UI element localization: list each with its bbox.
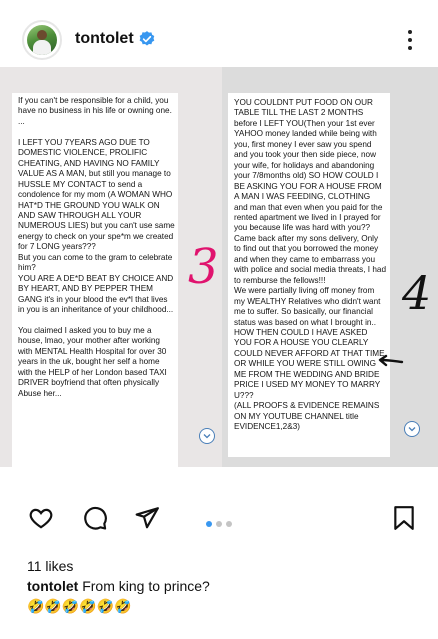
svg-text:3: 3 bbox=[188, 239, 219, 289]
caption-text: From king to prince? bbox=[82, 578, 210, 594]
comment-icon[interactable] bbox=[82, 505, 108, 531]
heart-icon[interactable] bbox=[28, 505, 54, 531]
carousel-dot bbox=[226, 521, 232, 527]
caption-username[interactable]: tontolet bbox=[27, 578, 79, 594]
verified-badge-icon bbox=[138, 30, 156, 48]
bookmark-icon[interactable] bbox=[392, 505, 416, 531]
send-icon[interactable] bbox=[134, 505, 160, 531]
carousel-indicator bbox=[206, 521, 242, 529]
post-image bbox=[0, 67, 438, 467]
svg-text:4: 4 bbox=[402, 266, 432, 317]
avatar-image bbox=[27, 25, 57, 55]
message-text-right: YOU COULDNT PUT FOOD ON OUR TABLE TILL THE LAST 2 MONTHS before I LEFT YOU(Then your 1st ever YAHOO money landed while being with you, first money I ever saw you spend and you took your then side piece, now your wife, for holidays and abandoning your 7/8months old) SO HOW COULD I BE ASKING YOU FOR A HOUSE FROM A MAN I WAS FEEDING, CLOTHING and man that even when you paid for the rented apartment we lived in I prayed for you because life was hard with you?? Came back after my sons delivery, Only to find out that you borrowed the money and when they came to embarrass you with police and social media threats, I had to remburse the fellows!!! We were partially living off money from my WEALTHY Relatives who didn't want me to suffer. So basically, our financial status was based on what I brought in.. HOW THEN COULD I HAVE ASKED YOU FOR A HOUSE YOU CLEARLY COULD NEVER AFFORD AT THAT TIME OR WHILE YOU WERE STILL OWING ME FROM THE WEDDING AND BRIDE PRICE I USED MY MONEY TO MARRY U??? (ALL PROOFS & EVIDENCE REMAINS ON MY YOUTUBE CHANNEL title EVIDENCE1,2&3) bbox=[234, 98, 386, 432]
more-vertical-icon[interactable] bbox=[402, 28, 418, 52]
carousel-dot-active bbox=[206, 521, 212, 527]
handwritten-number-3 bbox=[186, 239, 220, 289]
caption bbox=[27, 578, 210, 594]
scroll-down-button-left[interactable] bbox=[199, 428, 215, 444]
scroll-down-button-right[interactable] bbox=[404, 421, 420, 437]
carousel-dot bbox=[216, 521, 222, 527]
handwritten-number-4 bbox=[400, 265, 436, 317]
likes-count[interactable]: 11 likes bbox=[27, 558, 74, 574]
avatar[interactable] bbox=[22, 20, 62, 60]
chevron-down-icon bbox=[203, 432, 211, 440]
caption-emojis: 🤣🤣🤣🤣🤣🤣 bbox=[27, 598, 132, 614]
chevron-down-icon bbox=[408, 425, 416, 433]
message-text-left: If you can't be responsible for a child, you have no business in his life or owning one. ... I LEFT YOU 7YEARS AGO DUE TO DOMESTIC VIOLENCE, PROLIFIC CHEATING, AND HAVING NO FAMILY VALUE AS A MAN, but still you manage to HUSSLE MY CONTACT to send a condolence for my mom (A WOMAN WHO HAT*D THE GROUND YOU WALK ON AND SAW THROUGH ALL YOUR NUMEROUS LIES) but you can't use same energy to check on your spe*m we created for 7 LONG years??? But you can come to the gram to celebrate him? YOU ARE A DE*D BEAT BY CHOICE AND BY HEART, AND BY PEPPER THEM GANG it's in your blood the ev*l that lives in you is an inheritance of your childhood... You claimed I asked you to buy me a house, lmao, your mother after working with MENTAL Health Hospital for over 30 years in the uk, bought her self a home with the HELP of her London based TAXI DRIVER boyfriend that often physically Abuse her... bbox=[18, 96, 175, 398]
username[interactable]: tontolet bbox=[75, 30, 134, 47]
handwritten-arrow bbox=[378, 354, 404, 368]
